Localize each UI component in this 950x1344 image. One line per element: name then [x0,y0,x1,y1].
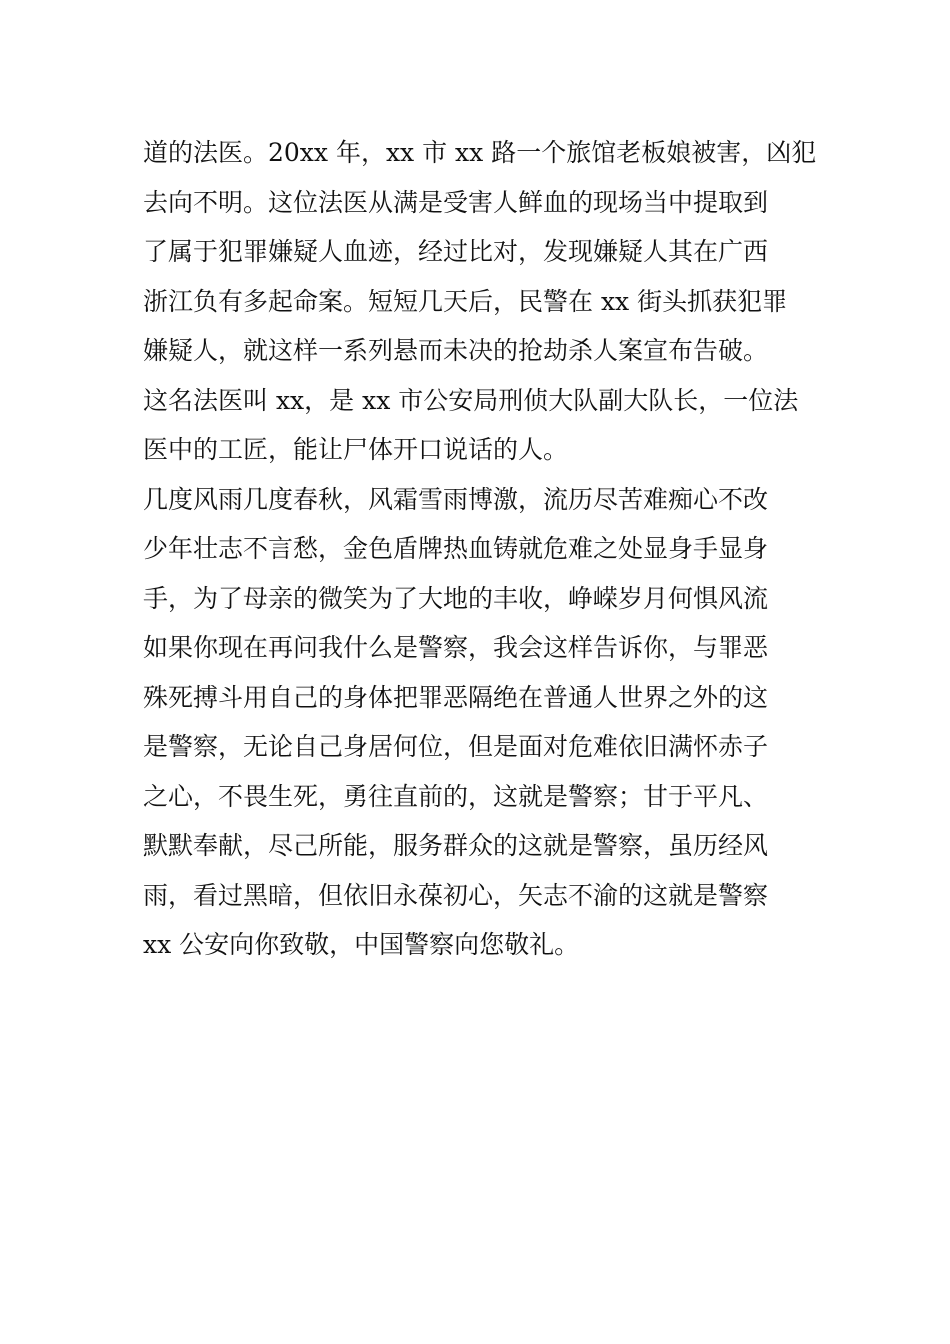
text-line: 手，为了母亲的微笑为了大地的丰收，峥嵘岁月何惧风流 [143,583,769,613]
text-line: xx 公安向你致敬，中国警察向您敬礼。 [143,930,580,959]
text-line: 雨，看过黑暗，但依旧永葆初心，矢志不渝的这就是警察 [143,880,769,910]
text-line: 是警察，无论自己身居何位，但是面对危难依旧满怀赤子 [143,732,769,761]
text-line: 医中的工匠，能让尸体开口说话的人。 [143,435,569,464]
text-line: 去向不明。这位法医从满是受害人鲜血的现场当中提取到 [143,187,769,217]
text-line: 了属于犯罪嫌疑人血迹，经过比对，发现嫌疑人其在广西 [143,237,769,266]
text-line: 这名法医叫 xx，是 xx 市公安局刑侦大队副大队长，一位法 [143,385,799,415]
text-line: 道的法医。20xx 年，xx 市 xx 路一个旅馆老板娘被害，凶犯 [143,138,817,167]
text-line: 少年壮志不言愁，金色盾牌热血铸就危难之处显身手显身 [143,534,769,563]
text-line: 几度风雨几度春秋，风霜雪雨博激，流历尽苦难痴心不改 [143,484,769,514]
text-line: 如果你现在再问我什么是警察，我会这样告诉你，与罪恶 [143,633,769,662]
text-line: 嫌疑人，就这样一系列悬而未决的抢劫杀人案宣布告破。 [143,336,769,365]
text-line: 默默奉献，尽己所能，服务群众的这就是警察，虽历经风 [143,831,769,860]
text-line: 殊死搏斗用自己的身体把罪恶隔绝在普通人世界之外的这 [143,682,769,712]
text-line: 浙江负有多起命案。短短几天后，民警在 xx 街头抓获犯罪 [143,286,788,316]
text-line: 之心，不畏生死，勇往直前的，这就是警察；甘于平凡、 [143,781,769,811]
body-text [143,128,817,970]
